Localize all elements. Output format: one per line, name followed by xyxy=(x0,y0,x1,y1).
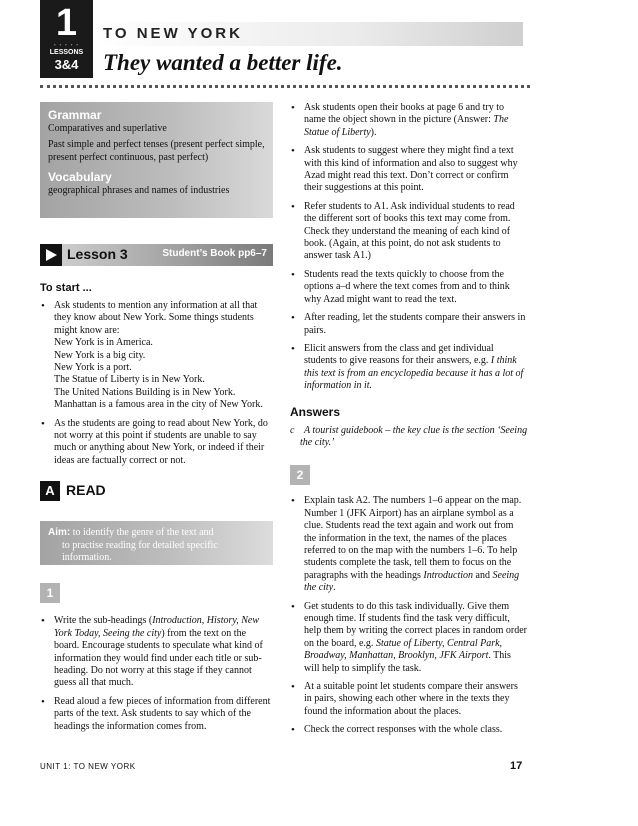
text-run: Write the sub-headings ( xyxy=(54,615,153,627)
answers-heading: Answers xyxy=(290,404,341,419)
text-run-italic: Introduction, History, New York Today, Seeing the city xyxy=(54,615,260,639)
task-number-badge: 1 xyxy=(40,583,60,603)
text-run: Elicit answers from the class and get individual students to give reasons for their answers, e.g. xyxy=(304,342,494,367)
text-run-italic: I think this text is from an encyclopedia because it has a lot of information in it. xyxy=(304,355,524,392)
bullet-text: Ask students to mention any information at all that they know about New York. Some things students might know are: xyxy=(54,300,258,336)
a1-list xyxy=(290,102,528,393)
grammar-line: Past simple and perfect tenses (present perfect simple, present perfect continuous, past perfect) xyxy=(48,139,265,163)
unit-title: TO NEW YORK xyxy=(103,25,243,42)
aim-text: to practise reading for detailed specific information. xyxy=(62,539,218,564)
list-item xyxy=(290,601,528,675)
list-item xyxy=(40,300,273,412)
footer-unit-label: UNIT 1: TO NEW YORK xyxy=(40,762,136,771)
text-run: Ask students open their books at page 6 and try to name the object shown in the picture (Answer: xyxy=(304,102,504,126)
vocabulary-heading: Vocabulary xyxy=(48,170,112,184)
fact-line: The Statue of Liberty is in New York. xyxy=(54,374,205,386)
list-item: • Read aloud a few pieces of information from different parts of the text. Ask students to say which of the headings the information comes from. xyxy=(40,696,273,733)
answer-letter: c xyxy=(290,424,295,436)
fact-line: New York is a big city. xyxy=(54,349,146,361)
grammar-box xyxy=(40,102,273,218)
text-run-italic: The Statue of Liberty xyxy=(304,114,509,138)
read-section-header xyxy=(40,481,273,501)
list-item: • Refer students to A1. Ask individual students to read the different sort of books this text may come from. Check they understand the meaning of each kind of book. (Again, at this point, do not ask students to answer task A1.) xyxy=(290,201,528,263)
fact-line: New York is in America. xyxy=(54,337,153,349)
section-letter: A xyxy=(40,481,60,501)
vocabulary-line: geographical phrases and names of industries xyxy=(48,185,230,196)
aim-text: to identify the genre of the text and xyxy=(70,527,214,539)
text-run-italic: Statue of Liberty, Central Park, Broadway, Manhattan, Brooklyn, JFK Airport xyxy=(304,637,503,662)
book-reference: Student’s Book pp6–7 xyxy=(162,248,267,259)
answer-item xyxy=(290,425,528,450)
fact-line: The United Nations Building is in New York. xyxy=(54,386,236,398)
text-run-italic: Seeing the city xyxy=(304,569,520,594)
to-start-list xyxy=(40,300,273,467)
text-run-italic: Introduction xyxy=(423,569,474,581)
list-item: • As the students are going to read about New York, do not worry at this point if students are unable to say much or anything about New York, or indeed if their ideas are factually correct or not. xyxy=(40,418,273,468)
text-run: ) from the text on the board. Encourage students to speculate what kind of information they would find under each title or sub-heading. Do not worry at this stage if they cannot guess all that much. xyxy=(54,627,263,689)
page-title: They wanted a better life. xyxy=(103,50,343,75)
unit-number: 1 xyxy=(55,2,78,44)
text-run: Explain task A2. The numbers 1–6 appear on the map. Number 1 (JFK Airport) has an airplane symbol as a clue. Students read the text again and work out from the information in the text, the names of the places referred to on the map with the numbers 1–6. To help students complete the task, tell them to focus on the paragraphs with the headings xyxy=(304,495,522,581)
text-run: and xyxy=(473,569,493,581)
task-number-badge: 2 xyxy=(290,465,310,485)
play-icon xyxy=(40,244,62,266)
list-item: • Check the correct responses with the whole class. xyxy=(290,724,528,736)
list-item xyxy=(290,343,528,393)
dotted-divider xyxy=(40,85,530,88)
list-item: • At a suitable point let students compare their answers in pairs, showing each other where in the texts they found the information about the places. xyxy=(290,681,528,718)
section-label: READ xyxy=(66,482,106,499)
badge-dots: • • • • • xyxy=(53,43,80,49)
text-run: ). xyxy=(370,126,377,138)
lessons-range: 3&4 xyxy=(54,57,79,72)
answer-text: A tourist guidebook – the key clue is the section ‘Seeing the city.’ xyxy=(300,424,528,448)
task1-list xyxy=(40,615,273,733)
task2-list xyxy=(290,495,528,736)
right-column xyxy=(290,102,528,743)
grammar-line: Comparatives and superlative xyxy=(48,123,167,134)
lesson-title: Lesson 3 xyxy=(67,246,128,262)
unit-badge xyxy=(40,0,93,78)
list-item xyxy=(290,102,528,139)
list-item: • Ask students to suggest where they might find a text with this kind of information and also to suggest why Azad might read this text. Don’t correct or confirm their suggestions at this point. xyxy=(290,145,528,195)
grammar-heading: Grammar xyxy=(48,108,102,122)
list-item: • After reading, let the students compare their answers in pairs. xyxy=(290,312,528,337)
lessons-label: LESSONS xyxy=(49,49,84,56)
text-run: Get students to do this task individually. Give them enough time. If students find the task very difficult, help them by writing the correct places in random order on the board, e.g. xyxy=(304,600,527,649)
text-run: . This will help to simplify the task. xyxy=(304,650,511,674)
fact-line: Manhattan is a famous area in the city of New York. xyxy=(54,399,263,411)
list-item xyxy=(290,495,528,594)
left-column xyxy=(40,102,273,739)
list-item: • Students read the texts quickly to choose from the options a–d where the text comes from and to think why Azad might want to read the text. xyxy=(290,269,528,306)
to-start-heading: To start ... xyxy=(40,282,92,294)
fact-line: New York is a port. xyxy=(54,362,132,374)
list-item xyxy=(40,615,273,689)
text-run: . xyxy=(333,582,336,594)
aim-box xyxy=(40,521,273,565)
aim-label: Aim: xyxy=(48,527,71,539)
lesson-bar xyxy=(40,244,273,266)
page-number: 17 xyxy=(510,760,523,772)
